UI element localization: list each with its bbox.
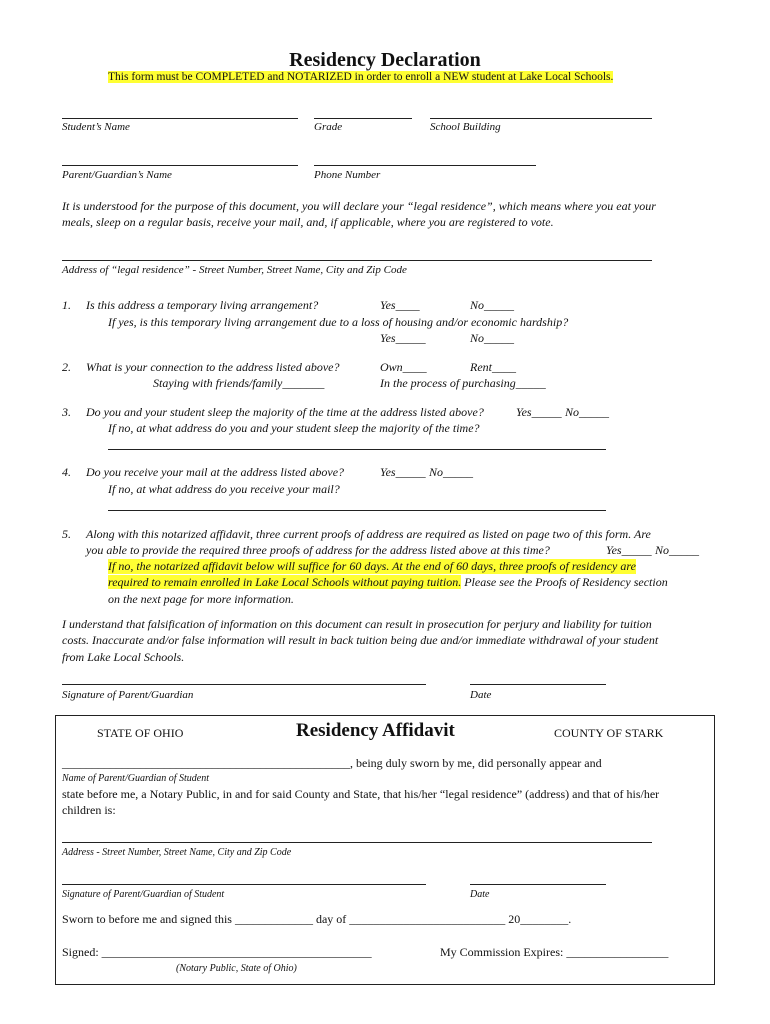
q1-number: 1. [62, 298, 71, 312]
q1-followup-no[interactable]: No_____ [470, 331, 515, 345]
q1-yes[interactable]: Yes____ [380, 298, 420, 312]
q4-text: Do you receive your mail at the address listed above? [86, 465, 345, 479]
acknowledge-line-1: I understand that falsification of information on this document can result in prosecution for perjury and liability for tuition [62, 617, 652, 631]
q2-text: What is your connection to the address listed above? [86, 360, 340, 374]
q5-tail: Please see the Proofs of Residency section [461, 575, 668, 589]
county-label: COUNTY OF STARK [554, 726, 664, 740]
phone-line[interactable] [314, 165, 536, 166]
affidavit-signature-label: Signature of Parent/Guardian of Student [62, 889, 225, 900]
signature-label: Signature of Parent/Guardian [62, 689, 194, 701]
q4-number: 4. [62, 465, 71, 479]
grade-label: Grade [314, 121, 343, 133]
q5-line-last: on the next page for more information. [108, 592, 294, 606]
affidavit-address-label: Address - Street Number, Street Name, City and Zip Code [62, 847, 292, 858]
q2-rent[interactable]: Rent____ [470, 360, 516, 374]
q5-number: 5. [62, 527, 71, 541]
q1-text: Is this address a temporary living arrangement? [86, 298, 319, 312]
q4-followup: If no, at what address do you receive your mail? [108, 482, 340, 496]
q5-highlight-2: required to remain enrolled in Lake Local Schools without paying tuition. [108, 575, 462, 589]
notary-label: (Notary Public, State of Ohio) [176, 963, 297, 974]
address-label: Address of “legal residence” - Street Number, Street Name, City and Zip Code [62, 264, 407, 276]
page-title: Residency Declaration [289, 49, 481, 71]
sworn-to-line[interactable]: Sworn to before me and signed this _____________ day of __________________________ 20________. [62, 912, 572, 926]
affidavit-name-label: Name of Parent/Guardian of Student [62, 773, 210, 784]
q3-answer-line[interactable] [108, 449, 606, 450]
commission-expires-line[interactable]: My Commission Expires: _________________ [440, 945, 669, 959]
q5-highlight-1: If no, the notarized affidavit below will suffice for 60 days. At the end of 60 days, three proofs of residency are [108, 559, 636, 573]
q2-number: 2. [62, 360, 71, 374]
q3-number: 3. [62, 405, 71, 419]
affidavit-date-line[interactable] [470, 884, 606, 885]
intro-line-2: meals, sleep on a regular basis, receive your mail, and, if applicable, where you are registered to vote. [62, 215, 554, 229]
intro-line-1: It is understood for the purpose of this document, you will declare your “legal residence”, which means where you eat your [62, 199, 656, 213]
q4-no[interactable]: No_____ [429, 465, 474, 479]
notarize-notice: This form must be COMPLETED and NOTARIZED in order to enroll a NEW student at Lake Local Schools. [108, 71, 614, 83]
parent-name-label: Parent/Guardian’s Name [62, 169, 172, 181]
address-line[interactable] [62, 260, 652, 261]
date-line[interactable] [470, 684, 606, 685]
q5-highlight-row [108, 575, 668, 590]
q1-followup-yes[interactable]: Yes_____ [380, 331, 426, 345]
student-name-label: Student’s Name [62, 121, 130, 133]
signed-line[interactable]: Signed: _____________________________________________ [62, 945, 372, 959]
grade-line[interactable] [314, 118, 412, 119]
acknowledge-line-3: from Lake Local Schools. [62, 650, 185, 664]
q5-no[interactable]: No_____ [655, 543, 700, 557]
school-building-label: School Building [430, 121, 501, 133]
affidavit-signature-line[interactable] [62, 884, 426, 885]
q5-yes[interactable]: Yes_____ [606, 543, 652, 557]
parent-name-line[interactable] [62, 165, 298, 166]
affidavit-statement-2: children is: [62, 803, 116, 817]
sworn-line[interactable]: ________________________________________________, being duly sworn by me, did personally appear and [62, 756, 602, 770]
signature-line[interactable] [62, 684, 426, 685]
q5-line-1: Along with this notarized affidavit, three current proofs of address are required as listed on page two of this form. Are [86, 527, 651, 541]
q4-yes[interactable]: Yes_____ [380, 465, 426, 479]
q2-friends-family[interactable]: Staying with friends/family_______ [153, 376, 325, 390]
q3-no[interactable]: No_____ [565, 405, 610, 419]
phone-label: Phone Number [314, 169, 381, 181]
q2-purchasing[interactable]: In the process of purchasing_____ [380, 376, 546, 390]
q3-yes[interactable]: Yes_____ [516, 405, 562, 419]
date-label: Date [470, 689, 492, 701]
acknowledge-line-2: costs. Inaccurate and/or false information will result in back tuition being due and/or immediate withdrawal of your student [62, 633, 659, 647]
affidavit-date-label: Date [470, 889, 490, 900]
student-name-line[interactable] [62, 118, 298, 119]
q3-text: Do you and your student sleep the majority of the time at the address listed above? [86, 405, 484, 419]
q3-followup: If no, at what address do you and your student sleep the majority of the time? [108, 421, 480, 435]
affidavit-address-line[interactable] [62, 842, 652, 843]
affidavit-statement-1: state before me, a Notary Public, in and for said County and State, that his/her “legal residence” (address) and that of his/her [62, 787, 660, 801]
q4-answer-line[interactable] [108, 510, 606, 511]
q1-followup: If yes, is this temporary living arrangement due to a loss of housing and/or economic hardship? [108, 315, 569, 329]
q1-no[interactable]: No_____ [470, 298, 515, 312]
state-label: STATE OF OHIO [97, 726, 184, 740]
q2-own[interactable]: Own____ [380, 360, 427, 374]
school-building-line[interactable] [430, 118, 652, 119]
q5-line-2: you able to provide the required three proofs of address for the address listed above at this time? [86, 543, 550, 557]
affidavit-title: Residency Affidavit [296, 720, 455, 741]
